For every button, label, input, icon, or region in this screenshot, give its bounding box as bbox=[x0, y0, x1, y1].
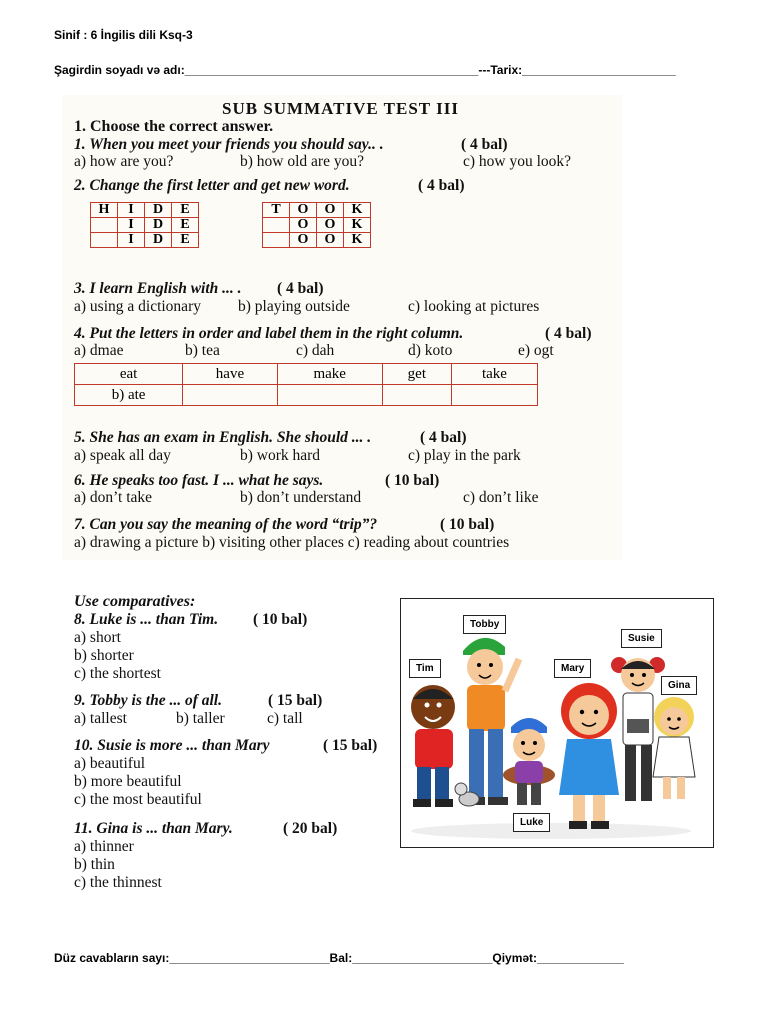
question-1: 1. When you meet your friends you should say.. . bbox=[74, 136, 384, 153]
grid-cell: O bbox=[290, 203, 317, 218]
q9-option-c: c) tall bbox=[267, 710, 303, 727]
label-mary: Mary bbox=[554, 659, 591, 678]
question-10: 10. Susie is more ... than Mary bbox=[74, 737, 270, 754]
grid-cell: K bbox=[344, 203, 371, 218]
question-2-points: ( 4 bal) bbox=[418, 177, 465, 194]
q10-option-b: b) more beautiful bbox=[74, 773, 182, 790]
grid-cell: I bbox=[118, 203, 145, 218]
grid-cell: T bbox=[263, 203, 290, 218]
question-11-points: ( 20 bal) bbox=[283, 820, 338, 837]
question-4-points: ( 4 bal) bbox=[545, 325, 592, 342]
q11-option-a: a) thinner bbox=[74, 838, 134, 855]
student-name-date-line: Şagirdin soyadı və adı:____________________________________________---Tarix:_______________________ bbox=[54, 63, 676, 77]
q4-option-e: e) ogt bbox=[518, 342, 554, 359]
grid-cell: O bbox=[317, 203, 344, 218]
verb-header: make bbox=[277, 364, 382, 385]
question-7-points: ( 10 bal) bbox=[440, 516, 495, 533]
q8-option-a: a) short bbox=[74, 629, 121, 646]
label-tobby: Tobby bbox=[463, 615, 506, 634]
verb-cell[interactable] bbox=[277, 385, 382, 406]
grid-cell: K bbox=[344, 218, 371, 233]
question-7: 7. Can you say the meaning of the word “trip”? bbox=[74, 516, 378, 533]
grid-cell: E bbox=[172, 203, 199, 218]
verb-header: take bbox=[451, 364, 537, 385]
q10-option-c: c) the most beautiful bbox=[74, 791, 202, 808]
question-3-points: ( 4 bal) bbox=[277, 280, 324, 297]
grid-cell: I bbox=[118, 233, 145, 248]
test-title: SUB SUMMATIVE TEST III bbox=[222, 99, 459, 118]
gina-figure bbox=[653, 697, 695, 799]
q1-option-b: b) how old are you? bbox=[240, 153, 364, 170]
question-9: 9. Tobby is the ... of all. bbox=[74, 692, 222, 709]
class-subject-line: Sinif : 6 İngilis dili Ksq-3 bbox=[54, 28, 193, 42]
verb-cell: b) ate bbox=[75, 385, 183, 406]
question-11: 11. Gina is ... than Mary. bbox=[74, 820, 233, 837]
grid-cell[interactable] bbox=[263, 218, 290, 233]
verb-header: get bbox=[382, 364, 451, 385]
luke-figure bbox=[503, 718, 555, 805]
q1-option-a: a) how are you? bbox=[74, 153, 174, 170]
grid-cell: D bbox=[145, 218, 172, 233]
q10-option-a: a) beautiful bbox=[74, 755, 146, 772]
q5-option-b: b) work hard bbox=[240, 447, 321, 464]
word-grid-took bbox=[262, 202, 371, 248]
q6-option-a: a) don’t take bbox=[74, 489, 153, 506]
grid-cell: O bbox=[290, 218, 317, 233]
label-susie: Susie bbox=[621, 629, 662, 648]
score-footer: Düz cavabların sayı:________________________Bal:_____________________Qiymət:_____________ bbox=[54, 951, 624, 965]
question-8: 8. Luke is ... than Tim. bbox=[74, 611, 219, 628]
q5-option-a: a) speak all day bbox=[74, 447, 171, 464]
tim-figure bbox=[411, 685, 455, 807]
q7-options: a) drawing a picture b) visiting other places c) reading about countries bbox=[74, 534, 510, 551]
grid-cell: K bbox=[344, 233, 371, 248]
grid-cell: H bbox=[91, 203, 118, 218]
q4-option-c: c) dah bbox=[296, 342, 335, 359]
question-5-points: ( 4 bal) bbox=[420, 429, 467, 446]
question-2: 2. Change the first letter and get new word. bbox=[74, 177, 350, 194]
verb-table bbox=[74, 363, 538, 406]
q5-option-c: c) play in the park bbox=[408, 447, 521, 464]
q11-option-b: b) thin bbox=[74, 856, 115, 873]
q9-option-a: a) tallest bbox=[74, 710, 127, 727]
q8-option-b: b) shorter bbox=[74, 647, 134, 664]
children-drawing bbox=[401, 599, 713, 847]
q3-option-c: c) looking at pictures bbox=[408, 298, 540, 315]
label-tim: Tim bbox=[409, 659, 441, 678]
question-9-points: ( 15 bal) bbox=[268, 692, 323, 709]
comparatives-heading: Use comparatives: bbox=[74, 593, 196, 610]
question-4: 4. Put the letters in order and label them in the right column. bbox=[74, 325, 464, 342]
question-6-points: ( 10 bal) bbox=[385, 472, 440, 489]
q6-option-c: c) don’t like bbox=[463, 489, 539, 506]
children-illustration bbox=[400, 598, 714, 848]
grid-cell: O bbox=[290, 233, 317, 248]
q3-option-a: a) using a dictionary bbox=[74, 298, 201, 315]
grid-cell[interactable] bbox=[91, 218, 118, 233]
grid-cell[interactable] bbox=[263, 233, 290, 248]
verb-cell[interactable] bbox=[183, 385, 278, 406]
grid-cell: D bbox=[145, 233, 172, 248]
grid-cell: I bbox=[118, 218, 145, 233]
verb-cell[interactable] bbox=[451, 385, 537, 406]
verb-header: have bbox=[183, 364, 278, 385]
susie-figure bbox=[611, 657, 665, 801]
q1-option-c: c) how you look? bbox=[463, 153, 572, 170]
grid-cell: O bbox=[317, 218, 344, 233]
q11-option-c: c) the thinnest bbox=[74, 874, 162, 891]
grid-cell: O bbox=[317, 233, 344, 248]
question-5: 5. She has an exam in English. She should ... . bbox=[74, 429, 372, 446]
section-heading: 1. Choose the correct answer. bbox=[74, 118, 274, 135]
grid-cell: E bbox=[172, 218, 199, 233]
label-luke: Luke bbox=[513, 813, 550, 832]
grid-cell: E bbox=[172, 233, 199, 248]
question-8-points: ( 10 bal) bbox=[253, 611, 308, 628]
mary-figure bbox=[559, 683, 619, 829]
q4-option-b: b) tea bbox=[185, 342, 220, 359]
grid-cell[interactable] bbox=[91, 233, 118, 248]
q3-option-b: b) playing outside bbox=[238, 298, 350, 315]
word-grid-hide bbox=[90, 202, 199, 248]
grid-cell: D bbox=[145, 203, 172, 218]
q6-option-b: b) don’t understand bbox=[240, 489, 362, 506]
q9-option-b: b) taller bbox=[176, 710, 225, 727]
verb-header: eat bbox=[75, 364, 183, 385]
question-6: 6. He speaks too fast. I ... what he says. bbox=[74, 472, 324, 489]
q4-option-d: d) koto bbox=[408, 342, 453, 359]
question-10-points: ( 15 bal) bbox=[323, 737, 378, 754]
q4-option-a: a) dmae bbox=[74, 342, 124, 359]
label-gina: Gina bbox=[661, 676, 697, 695]
question-3: 3. I learn English with ... . bbox=[74, 280, 242, 297]
question-1-points: ( 4 bal) bbox=[461, 136, 508, 153]
q8-option-c: c) the shortest bbox=[74, 665, 161, 682]
verb-cell[interactable] bbox=[382, 385, 451, 406]
